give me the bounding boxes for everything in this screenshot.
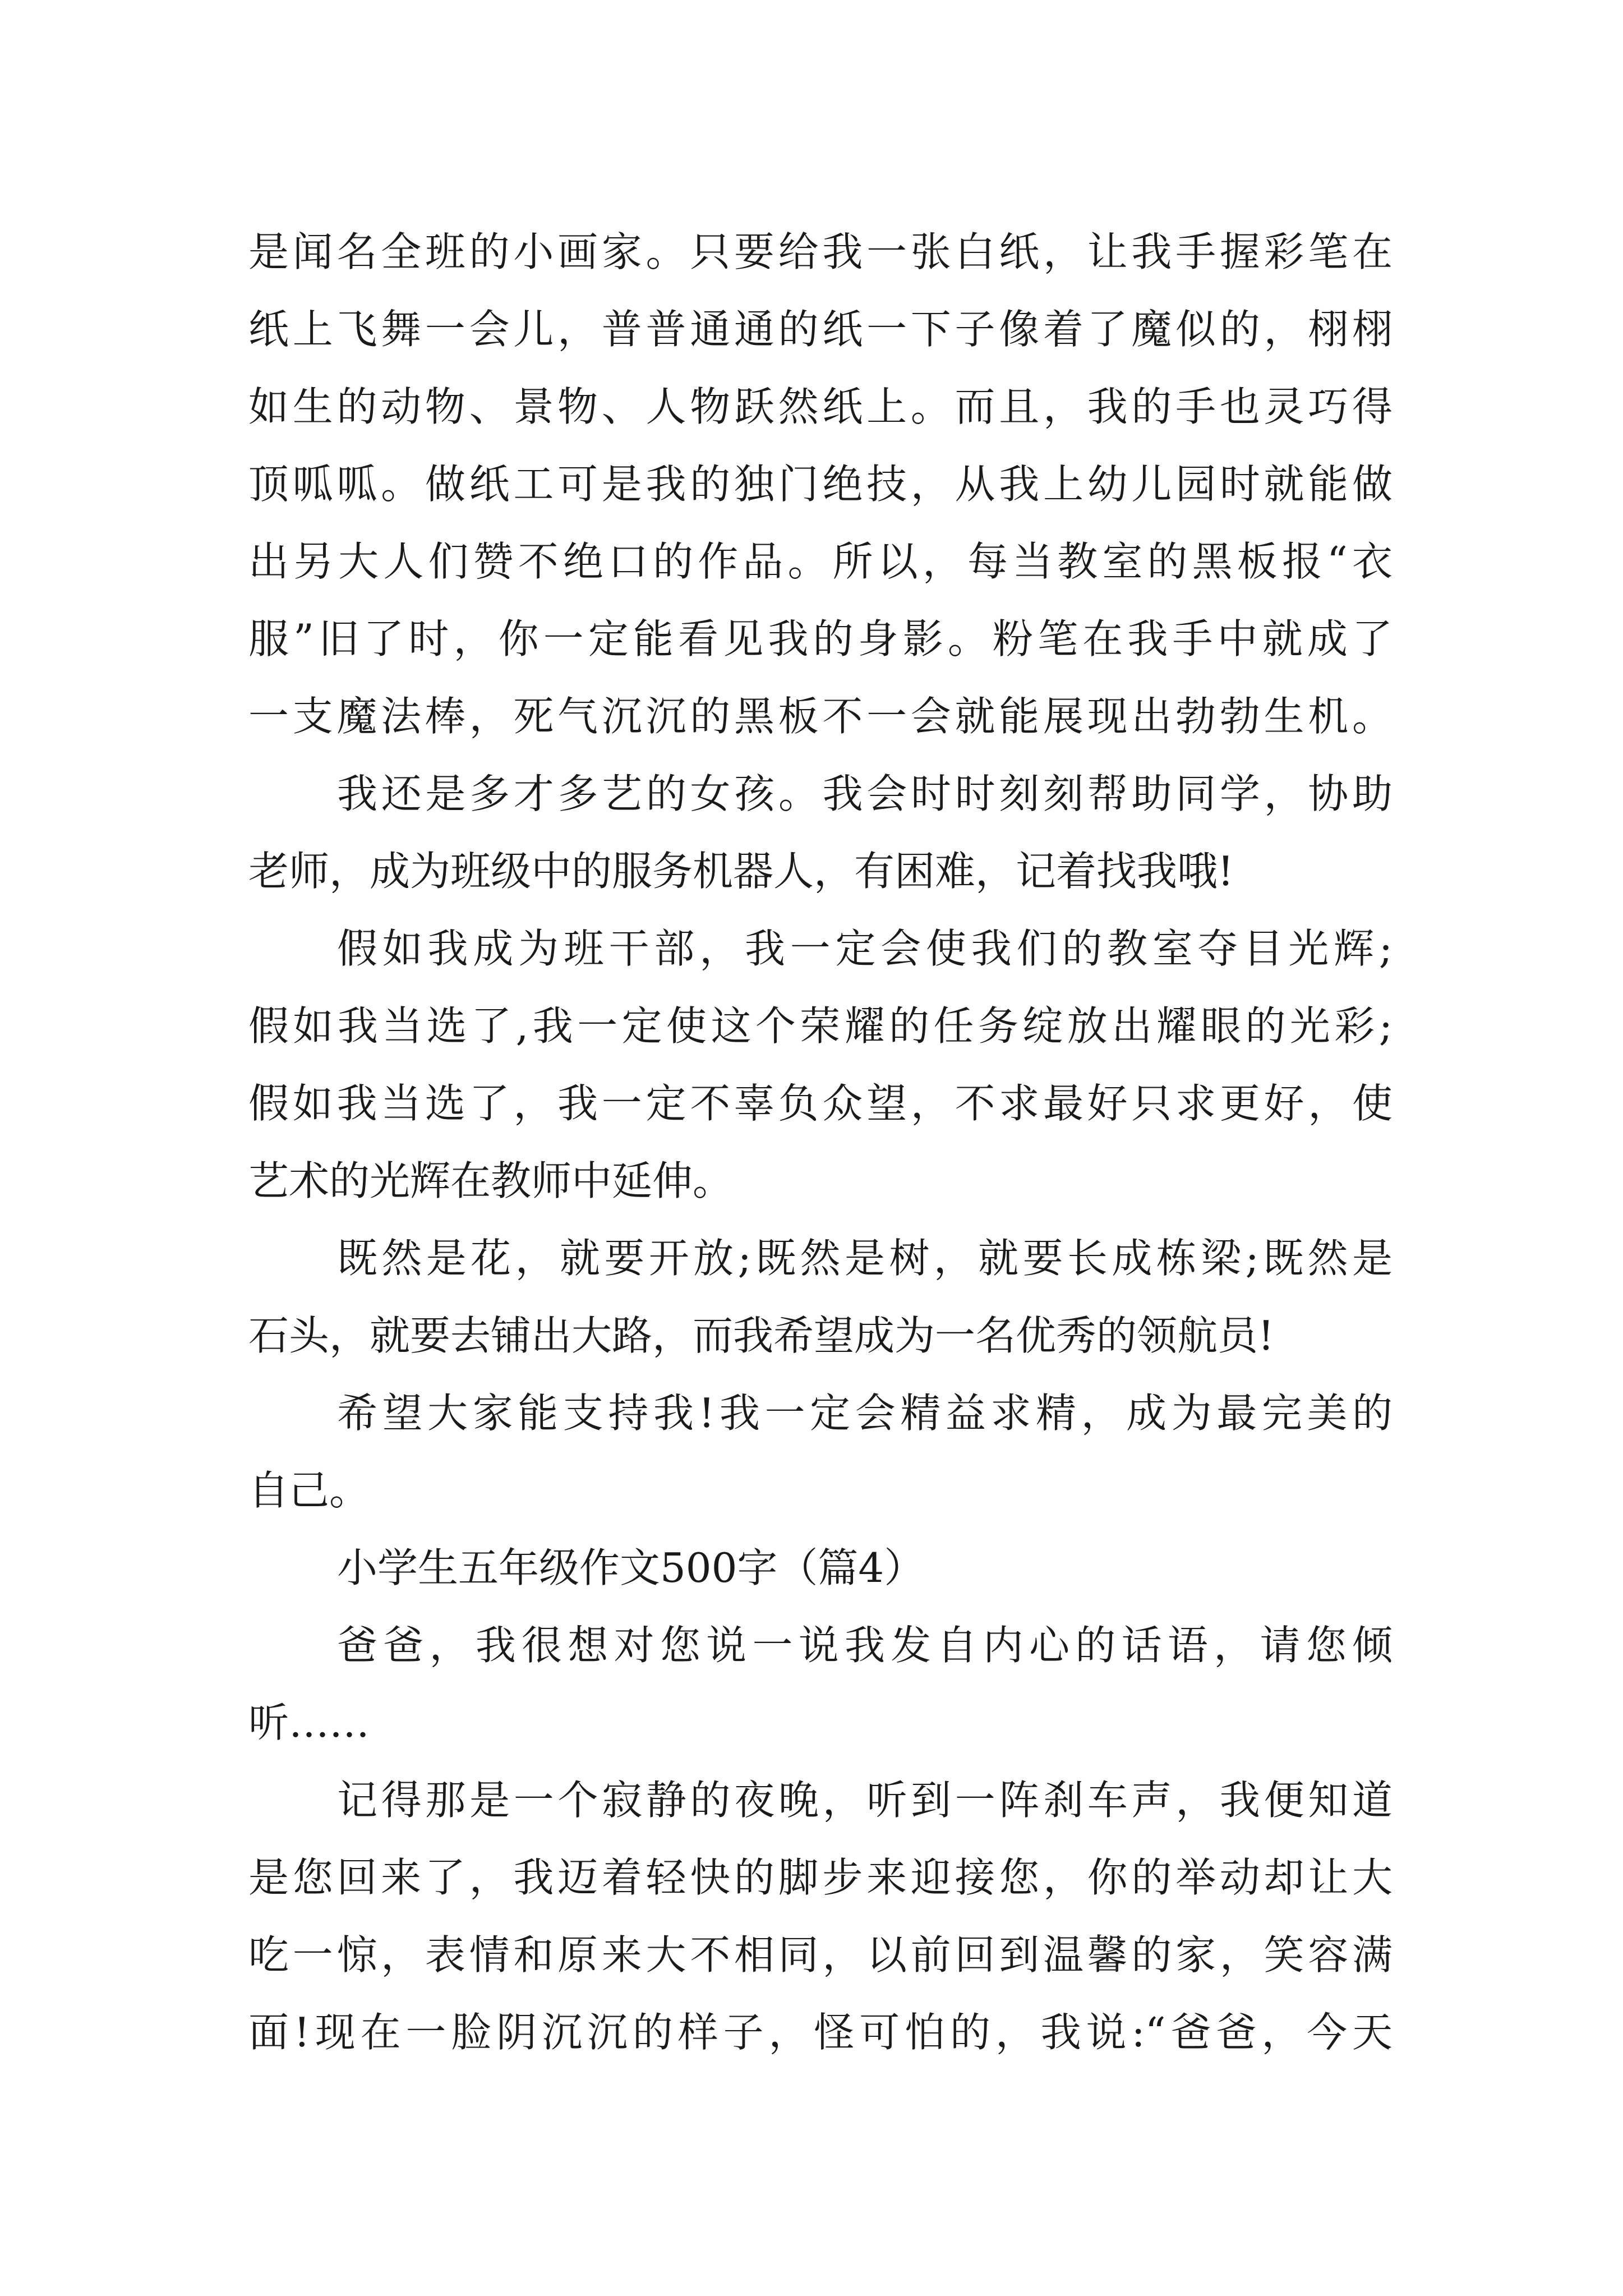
text-line: 出另大人们赞不绝口的作品。所以，每当教室的黑板报“衣 — [248, 538, 1393, 585]
paragraph-first-line: 既然是花，就要开放;既然是树，就要长成栋梁;既然是 — [337, 1235, 1393, 1282]
paragraph-first-line: 爸爸，我很想对您说一说我发自内心的话语，请您倾 — [337, 1622, 1393, 1669]
paragraph-last-line: 石头，就要去铺出大路，而我希望成为一名优秀的领航员! — [248, 1312, 1274, 1359]
text-line: 面!现在一脸阴沉沉的样子，怪可怕的，我说:“爸爸，今天 — [248, 2009, 1393, 2056]
paragraph-last-line: 老师，成为班级中的服务机器人，有困难，记着找我哦! — [248, 848, 1234, 895]
paragraph-last-line: 自己。 — [248, 1467, 370, 1514]
section-heading: 小学生五年级作文500字（篇4） — [337, 1544, 925, 1591]
text-line: 是闻名全班的小画家。只要给我一张白纸，让我手握彩笔在 — [248, 228, 1393, 275]
document-body — [248, 213, 1393, 2071]
paragraph-first-line: 记得那是一个寂静的夜晚，听到一阵刹车声，我便知道 — [337, 1777, 1393, 1824]
text-line: 假如我当选了,我一定使这个荣耀的任务绽放出耀眼的光彩; — [248, 1002, 1393, 1050]
paragraph-first-line: 希望大家能支持我!我一定会精益求精，成为最完美的 — [337, 1389, 1393, 1437]
text-line: 顶呱呱。做纸工可是我的独门绝技，从我上幼儿园时就能做 — [248, 461, 1393, 508]
text-line: 纸上飞舞一会儿，普普通通的纸一下子像着了魔似的，栩栩 — [248, 306, 1393, 353]
paragraph-first-line: 假如我成为班干部，我一定会使我们的教室夺目光辉; — [337, 925, 1393, 972]
text-line: 是您回来了，我迈着轻快的脚步来迎接您，你的举动却让大 — [248, 1854, 1393, 1901]
paragraph-first-line: 我还是多才多艺的女孩。我会时时刻刻帮助同学，协助 — [337, 770, 1393, 817]
paragraph-last-line: 艺术的光辉在教师中延伸。 — [248, 1157, 734, 1204]
text-line: 如生的动物、景物、人物跃然纸上。而且，我的手也灵巧得 — [248, 383, 1393, 430]
text-line: 吃一惊，表情和原来大不相同，以前回到温馨的家，笑容满 — [248, 1931, 1393, 1978]
paragraph-last-line: 听…… — [248, 1699, 370, 1746]
text-line: 一支魔法棒，死气沉沉的黑板不一会就能展现出勃勃生机。 — [248, 693, 1393, 740]
text-line: 假如我当选了，我一定不辜负众望，不求最好只求更好，使 — [248, 1080, 1393, 1127]
text-line: 服”旧了时，你一定能看见我的身影。粉笔在我手中就成了 — [248, 615, 1393, 662]
